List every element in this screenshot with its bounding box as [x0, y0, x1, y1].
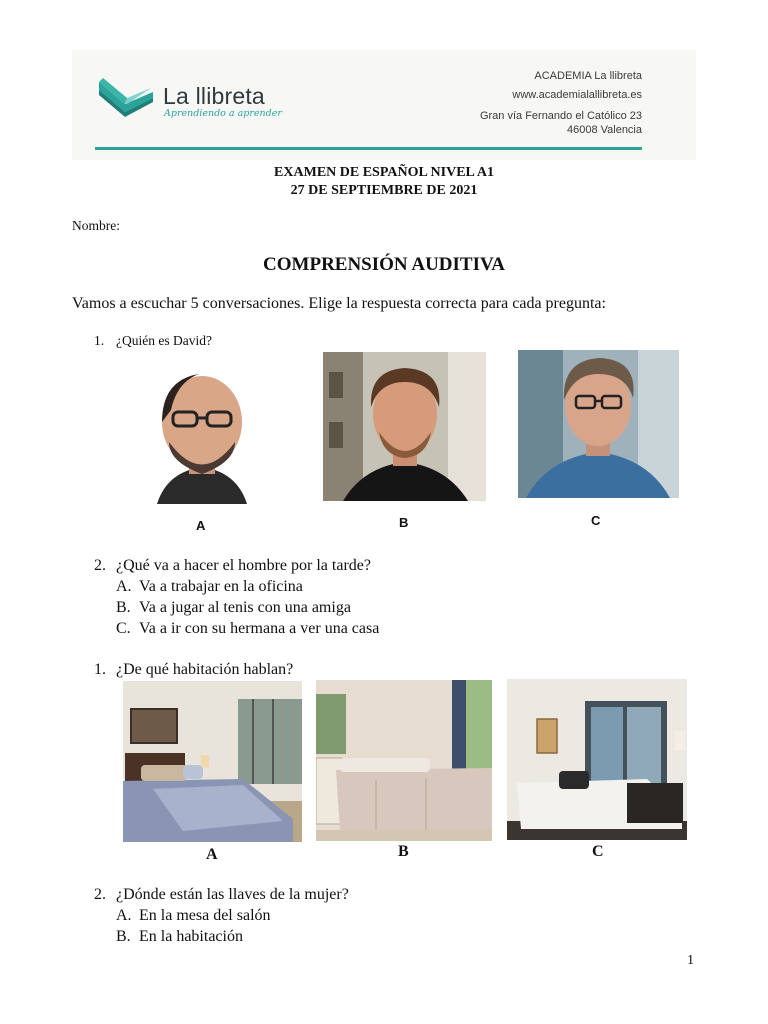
option-text: Va a ir con su hermana a ver una casa [139, 620, 380, 637]
exam-title: EXAMEN DE ESPAÑOL NIVEL A1 [274, 165, 494, 180]
option-label-a: A [196, 518, 206, 533]
question-number: 2. [94, 886, 106, 903]
question-text: ¿Dónde están las llaves de la mujer? [116, 886, 349, 903]
logo-tagline: Aprendiendo a aprender [164, 108, 282, 119]
person-photo-c [518, 350, 679, 498]
person-photo-a [137, 362, 267, 504]
bedroom-photo-c [507, 679, 687, 840]
book-logo-icon [95, 74, 157, 120]
option-letter: A. [116, 907, 132, 924]
option-letter: C. [116, 620, 131, 637]
question-number: 1. [94, 333, 105, 348]
academy-website: www.academialallibreta.es [512, 89, 642, 101]
option-text: Va a jugar al tenis con una amiga [139, 599, 351, 616]
academy-city: 46008 Valencia [566, 124, 642, 136]
option-label-a: A [206, 846, 218, 863]
option-text: En la mesa del salón [139, 907, 271, 924]
bedroom-photo-b [316, 680, 492, 841]
person-photo-b [323, 352, 486, 501]
header-divider [95, 147, 642, 150]
logo-name: La llibreta [163, 83, 265, 109]
bedroom-photo-a [123, 681, 302, 842]
option-letter: B. [116, 599, 131, 616]
instructions: Vamos a escuchar 5 conversaciones. Elige la respuesta correcta para cada pregunta: [72, 295, 606, 312]
academy-name: ACADEMIA La llibreta [534, 70, 642, 82]
option-text: Va a trabajar en la oficina [139, 578, 303, 595]
option-letter: A. [116, 578, 132, 595]
option-label-c: C [591, 513, 601, 528]
question-text: ¿De qué habitación hablan? [116, 661, 294, 678]
option-text: En la habitación [139, 928, 243, 945]
option-label-b: B [399, 515, 409, 530]
name-field-label: Nombre: [72, 218, 120, 233]
option-label-b: B [398, 843, 409, 860]
academy-street: Gran vía Fernando el Católico 23 [479, 110, 642, 122]
exam-date: 27 DE SEPTIEMBRE DE 2021 [290, 183, 478, 198]
page-number: 1 [687, 953, 694, 968]
option-letter: B. [116, 928, 131, 945]
section-title: COMPRENSIÓN AUDITIVA [263, 254, 505, 275]
question-text: ¿Qué va a hacer el hombre por la tarde? [116, 557, 371, 574]
question-text: ¿Quién es David? [116, 333, 212, 348]
option-label-c: C [592, 843, 604, 860]
question-number: 1. [94, 661, 106, 678]
question-number: 2. [94, 557, 106, 574]
